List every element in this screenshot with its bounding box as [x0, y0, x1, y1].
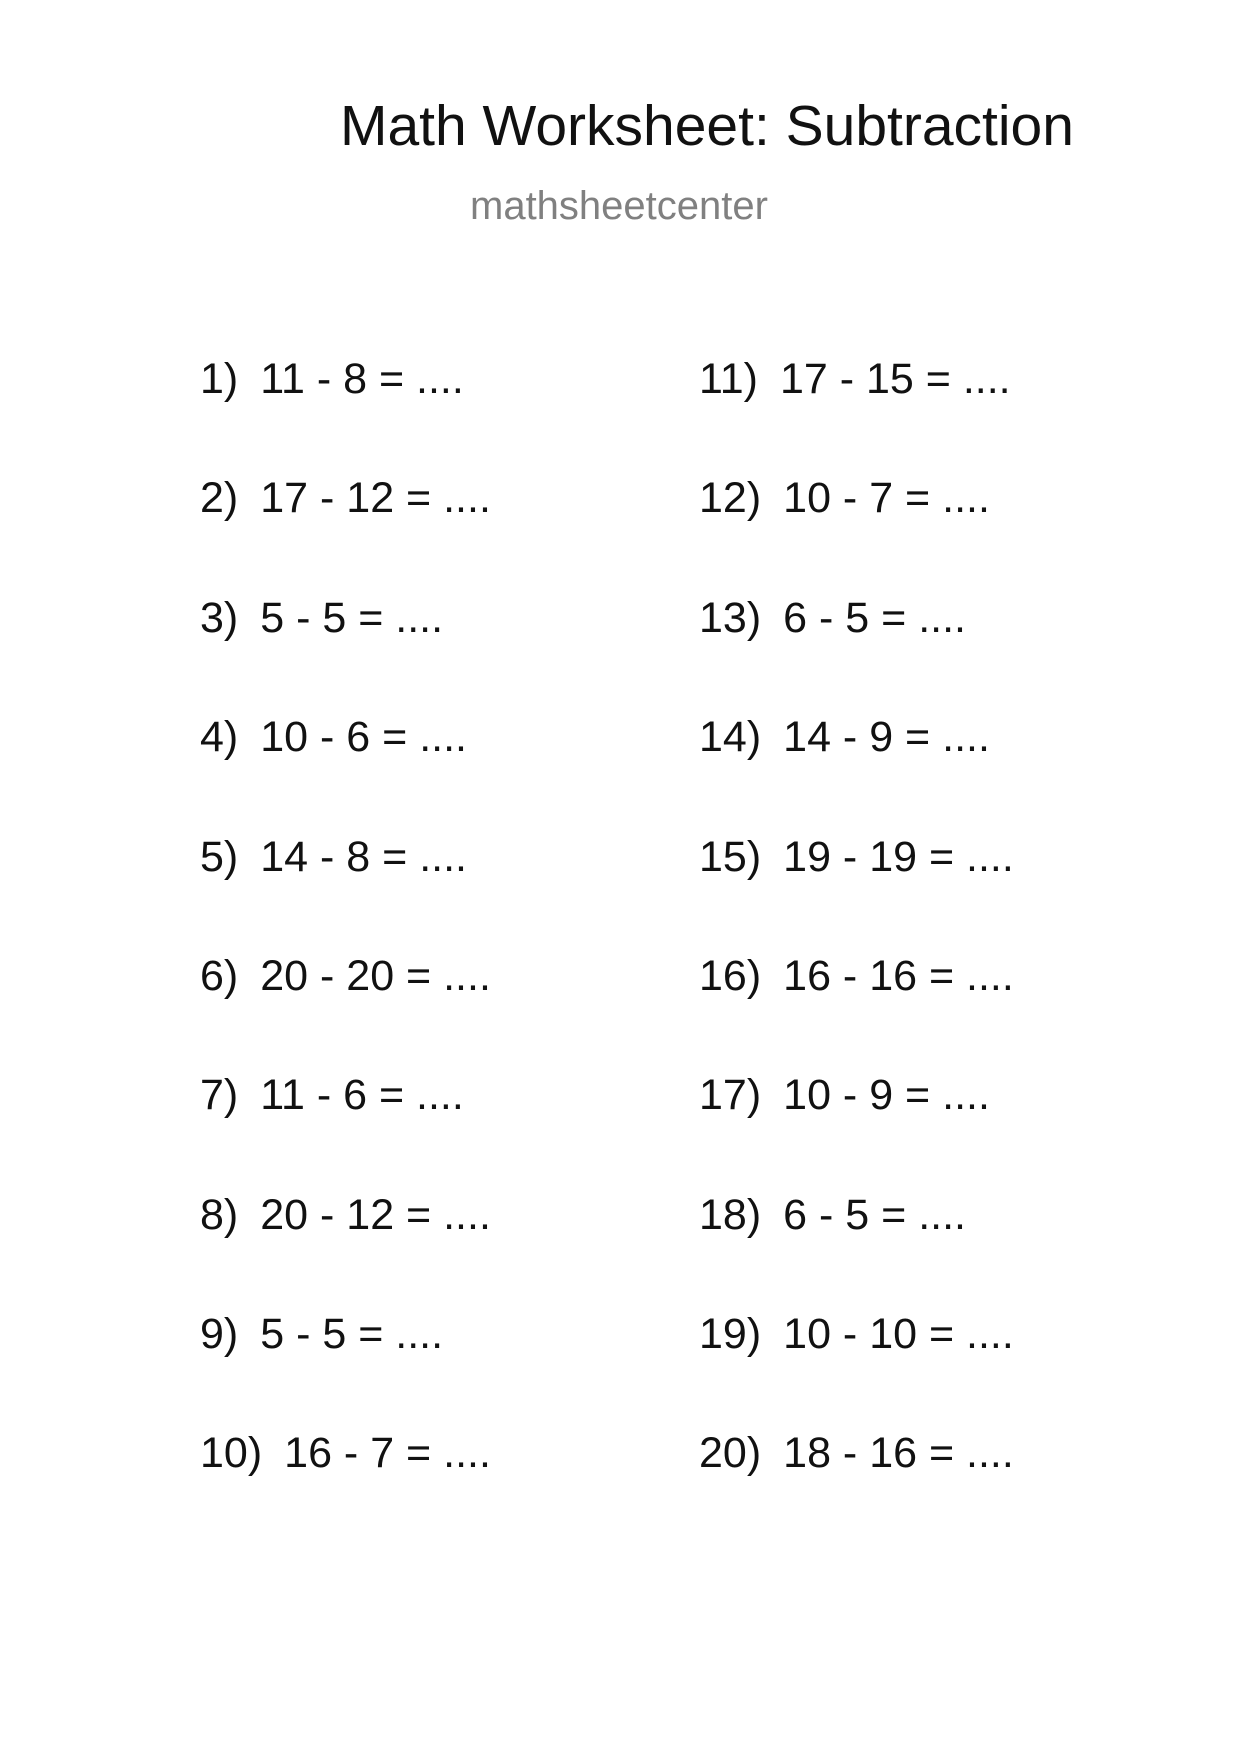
problem-number: 8)	[200, 1191, 239, 1239]
problem-item	[200, 355, 464, 403]
problem-expression: 17 - 12 = ....	[260, 474, 491, 522]
problem-item	[699, 713, 990, 761]
problem-expression: 19 - 19 = ....	[783, 833, 1014, 881]
problem-expression: 17 - 15 = ....	[779, 355, 1011, 403]
problem-number: 18)	[699, 1191, 762, 1239]
problem-item	[200, 474, 491, 522]
problem-item	[200, 713, 467, 761]
problem-number: 19)	[699, 1310, 762, 1358]
problem-number: 17)	[699, 1071, 762, 1119]
problem-item	[200, 1191, 491, 1239]
problem-number: 12)	[699, 474, 762, 522]
problem-expression: 11 - 8 = ....	[260, 355, 464, 403]
problem-number: 7)	[200, 1071, 239, 1119]
problem-number: 16)	[699, 952, 762, 1000]
problem-number: 1)	[200, 355, 239, 403]
problem-item	[699, 1429, 1014, 1477]
problem-expression: 20 - 20 = ....	[260, 952, 491, 1000]
problem-number: 5)	[200, 833, 239, 881]
problem-item	[699, 833, 1014, 881]
problem-number: 15)	[699, 833, 762, 881]
problem-item	[699, 355, 1011, 403]
problem-item	[699, 1191, 966, 1239]
problem-number: 4)	[200, 713, 239, 761]
problem-expression: 18 - 16 = ....	[783, 1429, 1014, 1477]
problem-expression: 10 - 6 = ....	[260, 713, 467, 761]
problem-item	[699, 1071, 990, 1119]
problem-item	[200, 1310, 444, 1358]
problem-expression: 14 - 8 = ....	[260, 833, 467, 881]
problem-expression: 5 - 5 = ....	[260, 594, 444, 642]
problem-number: 3)	[200, 594, 239, 642]
problem-number: 6)	[200, 952, 239, 1000]
problem-number: 10)	[200, 1429, 263, 1477]
worksheet-subtitle: mathsheetcenter	[470, 184, 768, 228]
problem-item	[200, 952, 491, 1000]
problem-number: 9)	[200, 1310, 239, 1358]
problem-expression: 6 - 5 = ....	[783, 1191, 966, 1239]
worksheet-title: Math Worksheet: Subtraction	[340, 94, 1074, 158]
problem-item	[699, 594, 966, 642]
problem-expression: 16 - 7 = ....	[284, 1429, 491, 1477]
problem-item	[699, 474, 990, 522]
problem-number: 2)	[200, 474, 239, 522]
problem-expression: 6 - 5 = ....	[783, 594, 966, 642]
problem-item	[699, 1310, 1014, 1358]
problem-expression: 10 - 7 = ....	[783, 474, 990, 522]
problem-item	[200, 833, 467, 881]
problem-expression: 5 - 5 = ....	[260, 1310, 444, 1358]
problem-number: 13)	[699, 594, 762, 642]
problem-expression: 16 - 16 = ....	[783, 952, 1014, 1000]
problem-expression: 10 - 10 = ....	[783, 1310, 1014, 1358]
problem-expression: 20 - 12 = ....	[260, 1191, 491, 1239]
problem-expression: 10 - 9 = ....	[783, 1071, 990, 1119]
problem-number: 11)	[699, 355, 758, 403]
problem-item	[699, 952, 1014, 1000]
problem-expression: 14 - 9 = ....	[783, 713, 990, 761]
problem-number: 20)	[699, 1429, 762, 1477]
problem-item	[200, 1071, 464, 1119]
problem-number: 14)	[699, 713, 762, 761]
problem-expression: 11 - 6 = ....	[260, 1071, 464, 1119]
problem-item	[200, 594, 444, 642]
problem-item	[200, 1429, 491, 1477]
